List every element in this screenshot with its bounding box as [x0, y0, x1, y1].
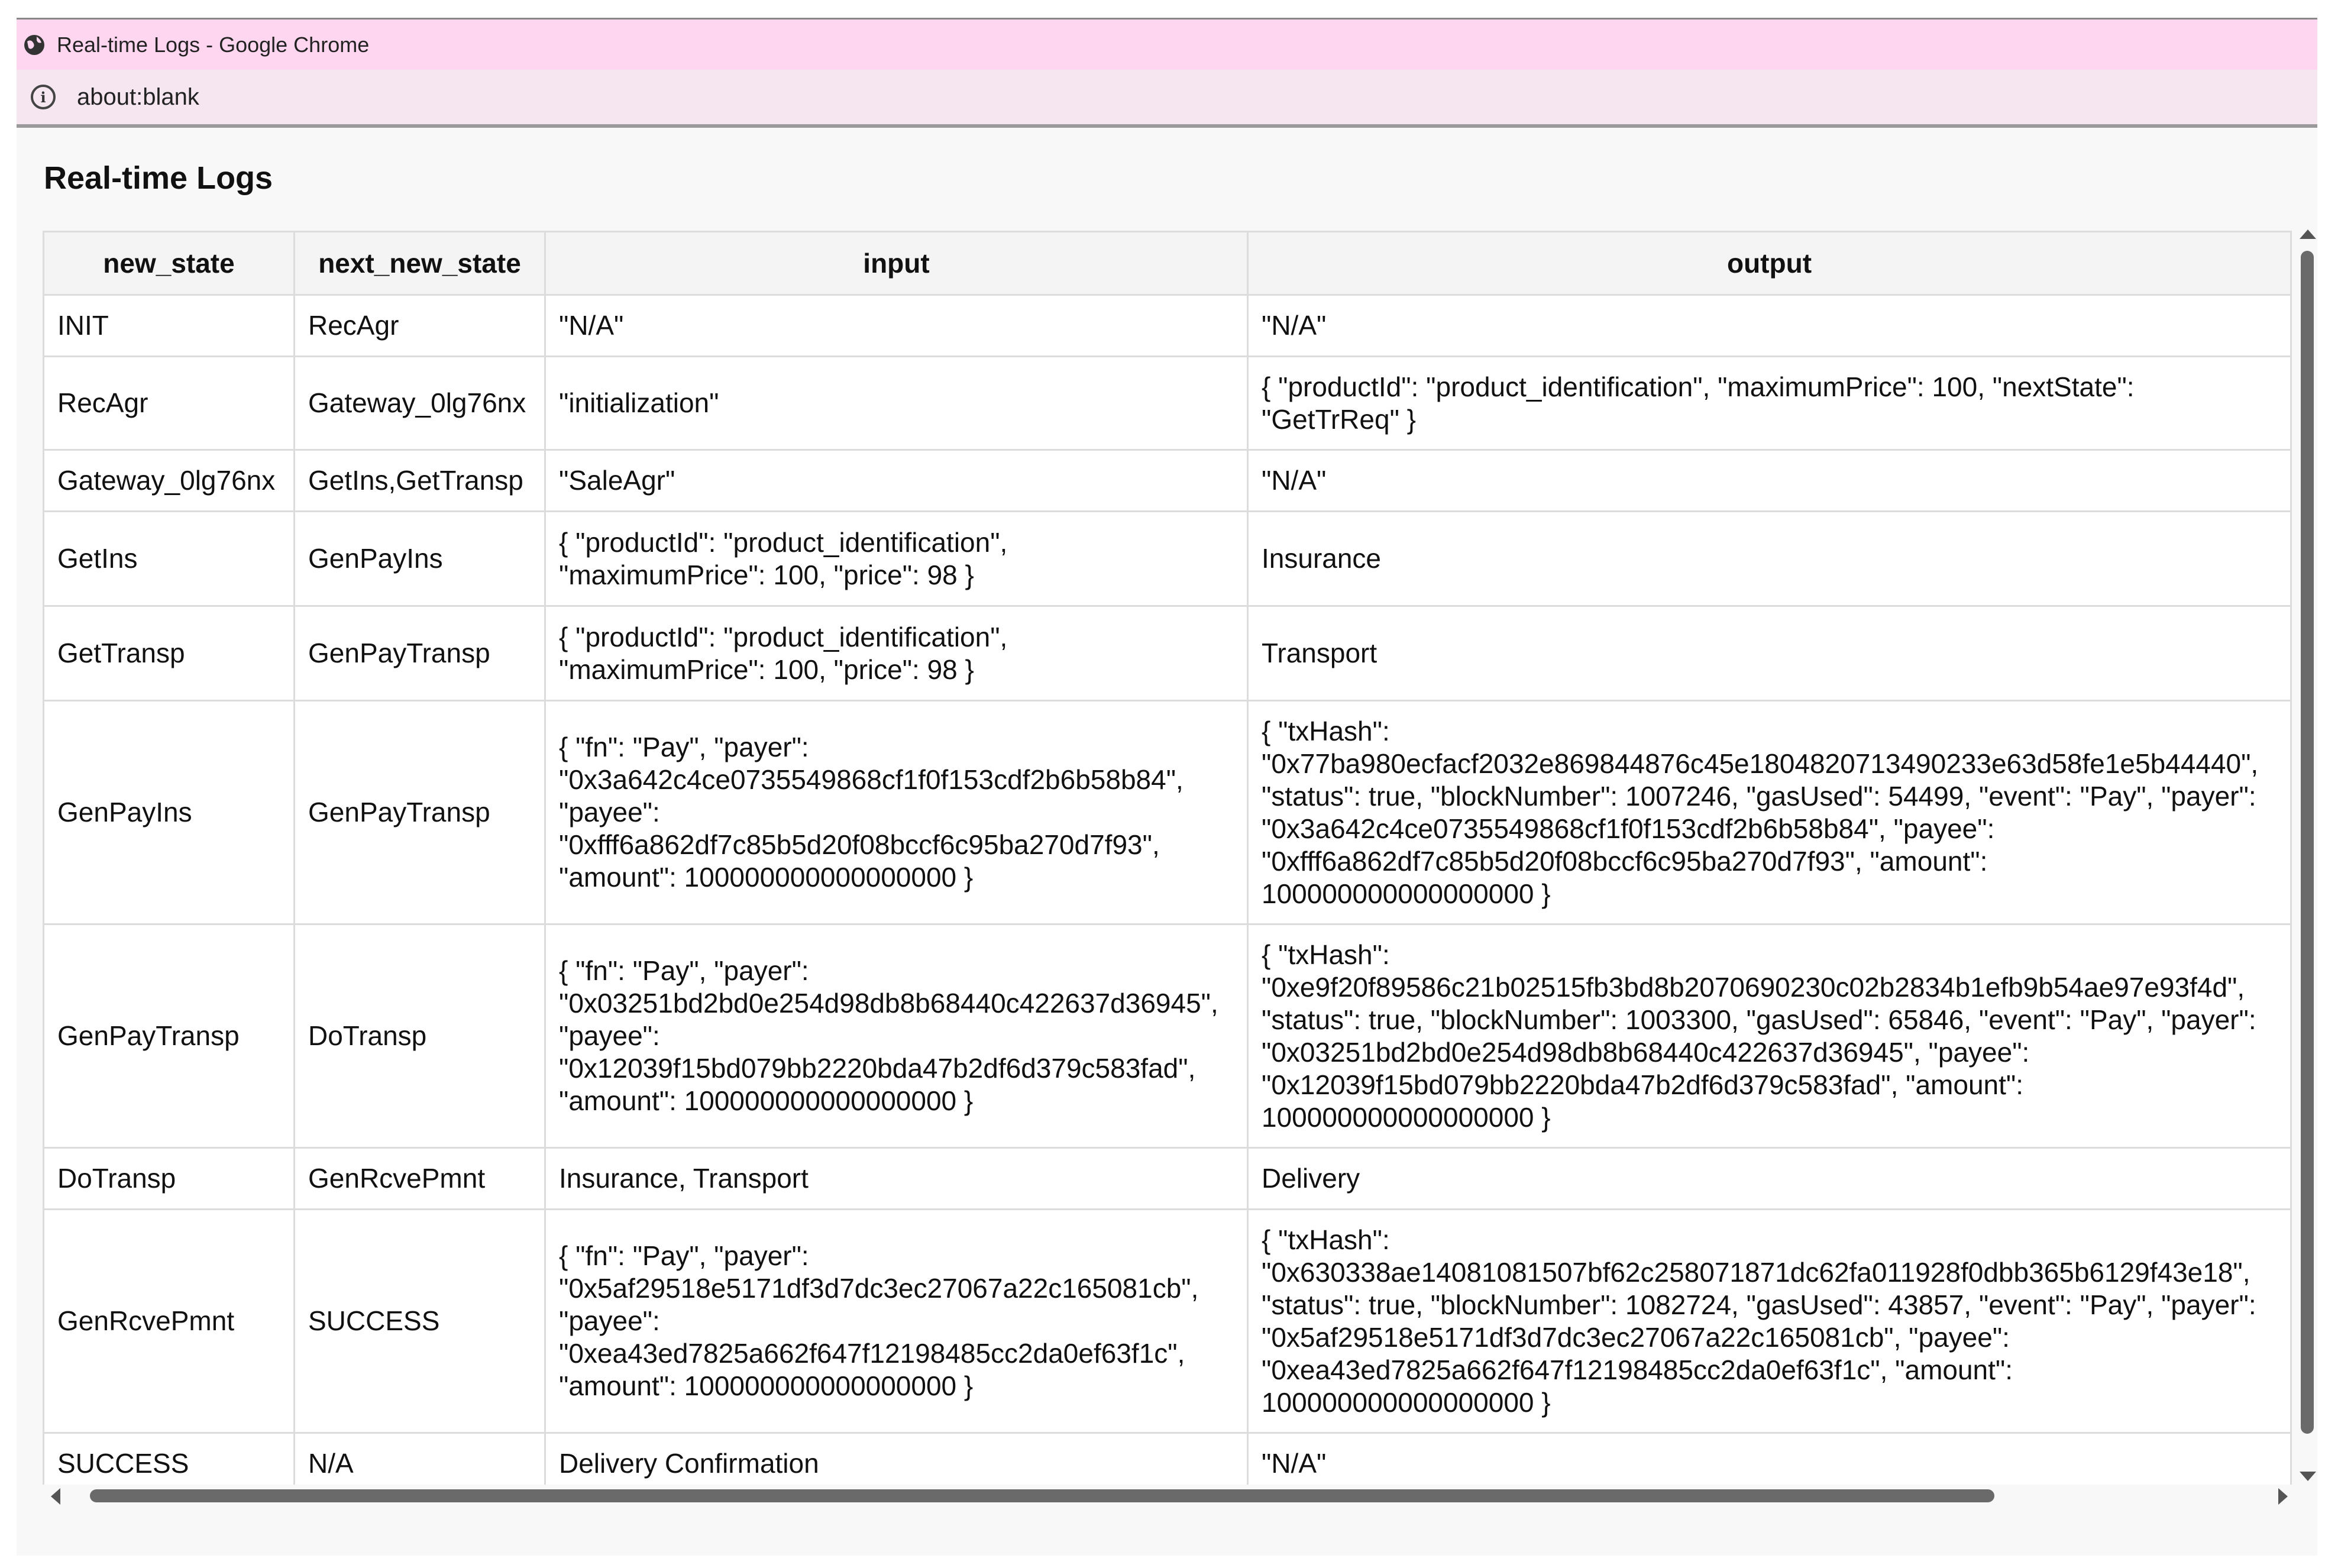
- cell-output: "N/A": [1248, 295, 2291, 357]
- table-row: [44, 1148, 2291, 1210]
- cell-input: Insurance, Transport: [545, 1148, 1248, 1210]
- cell-output: Insurance: [1248, 512, 2291, 606]
- scroll-right-arrow-icon[interactable]: [2278, 1488, 2288, 1505]
- column-header-next-new-state: next_new_state: [295, 232, 545, 295]
- url-text[interactable]: about:blank: [77, 83, 199, 110]
- chrome-globe-icon: [22, 33, 46, 57]
- cell-input: Delivery Confirmation: [545, 1433, 1248, 1485]
- cell-next-new-state: GenPayIns: [295, 512, 545, 606]
- cell-next-new-state: GenPayTransp: [295, 701, 545, 924]
- site-info-icon[interactable]: i: [31, 85, 56, 109]
- column-header-new-state: new_state: [44, 232, 295, 295]
- table-row: [44, 924, 2291, 1148]
- cell-input: { "productId": "product_identification", "maximumPrice": 100, "price": 98 }: [545, 512, 1248, 606]
- scroll-down-arrow-icon[interactable]: [2300, 1472, 2316, 1481]
- cell-input: { "fn": "Pay", "payer": "0x5af29518e5171df3d7dc3ec27067a22c165081cb", "payee": "0xea43ed7825a662f647f12198485cc2da0ef63f1c", "amount": 100000000000000000 }: [545, 1210, 1248, 1433]
- cell-output: Transport: [1248, 606, 2291, 701]
- table-row: [44, 512, 2291, 606]
- cell-new-state: GetTransp: [44, 606, 295, 701]
- horizontal-scroll-thumb[interactable]: [90, 1489, 1994, 1502]
- page-title: Real-time Logs: [44, 160, 273, 196]
- cell-output: { "txHash": "0x630338ae14081081507bf62c258071871dc62fa011928f0dbb365b6129f43e18", "status": true, "blockNumber": 1082724, "gasUsed": 43857, "event": "Pay", "payer": "0x5af29518e5171df3d7dc3ec27067a22c165081cb", "payee": "0xea43ed7825a662f647f12198485cc2da0ef63f1c", "amount": 100000000000000000 }: [1248, 1210, 2291, 1433]
- column-header-input: input: [545, 232, 1248, 295]
- browser-window: [17, 18, 2317, 1556]
- cell-new-state: RecAgr: [44, 357, 295, 450]
- cell-new-state: SUCCESS: [44, 1433, 295, 1485]
- vertical-scroll-thumb[interactable]: [2301, 251, 2314, 1434]
- table-row: [44, 357, 2291, 450]
- cell-next-new-state: GenRcvePmnt: [295, 1148, 545, 1210]
- cell-input: "SaleAgr": [545, 450, 1248, 512]
- table-row: [44, 450, 2291, 512]
- cell-output: { "productId": "product_identification", "maximumPrice": 100, "nextState": "GetTrReq" }: [1248, 357, 2291, 450]
- cell-output: Delivery: [1248, 1148, 2291, 1210]
- table-header-row: [44, 232, 2291, 295]
- cell-next-new-state: SUCCESS: [295, 1210, 545, 1433]
- cell-new-state: GenPayIns: [44, 701, 295, 924]
- cell-next-new-state: GetIns,GetTransp: [295, 450, 545, 512]
- cell-next-new-state: DoTransp: [295, 924, 545, 1148]
- horizontal-scrollbar[interactable]: [43, 1485, 2297, 1508]
- cell-new-state: GenPayTransp: [44, 924, 295, 1148]
- cell-new-state: INIT: [44, 295, 295, 357]
- column-header-output: output: [1248, 232, 2291, 295]
- table-row: [44, 701, 2291, 924]
- cell-output: "N/A": [1248, 450, 2291, 512]
- cell-new-state: GenRcvePmnt: [44, 1210, 295, 1433]
- window-title: Real-time Logs - Google Chrome: [57, 32, 370, 57]
- cell-new-state: DoTransp: [44, 1148, 295, 1210]
- cell-output: "N/A": [1248, 1433, 2291, 1485]
- cell-next-new-state: RecAgr: [295, 295, 545, 357]
- table-row: [44, 1210, 2291, 1433]
- table-row: [44, 295, 2291, 357]
- cell-input: "initialization": [545, 357, 1248, 450]
- cell-next-new-state: GenPayTransp: [295, 606, 545, 701]
- scroll-left-arrow-icon[interactable]: [51, 1488, 60, 1505]
- address-bar[interactable]: [17, 70, 2317, 128]
- cell-input: { "fn": "Pay", "payer": "0x03251bd2bd0e254d98db8b68440c422637d36945", "payee": "0x12039f15bd079bb2220bda47b2df6d379c583fad", "amount": 100000000000000000 }: [545, 924, 1248, 1148]
- table-row: [44, 606, 2291, 701]
- cell-output: { "txHash": "0x77ba980ecfacf2032e869844876c45e1804820713490233e63d58fe1e5b44440", "status": true, "blockNumber": 1007246, "gasUsed": 54499, "event": "Pay", "payer": "0x3a642c4ce0735549868cf1f0f153cdf2b6b58b84", "payee": "0xfff6a862df7c85b5d20f08bccf6c95ba270d7f93", "amount": 100000000000000000 }: [1248, 701, 2291, 924]
- scroll-up-arrow-icon[interactable]: [2300, 229, 2316, 239]
- cell-next-new-state: Gateway_0lg76nx: [295, 357, 545, 450]
- cell-input: "N/A": [545, 295, 1248, 357]
- vertical-scrollbar[interactable]: [2298, 229, 2317, 1489]
- logs-table: [43, 231, 2292, 1485]
- cell-input: { "productId": "product_identification", "maximumPrice": 100, "price": 98 }: [545, 606, 1248, 701]
- cell-next-new-state: N/A: [295, 1433, 545, 1485]
- cell-new-state: Gateway_0lg76nx: [44, 450, 295, 512]
- title-bar: [17, 18, 2317, 70]
- cell-output: { "txHash": "0xe9f20f89586c21b02515fb3bd8b2070690230c02b2834b1efb9b54ae97e93f4d", "status": true, "blockNumber": 1003300, "gasUsed": 65846, "event": "Pay", "payer": "0x03251bd2bd0e254d98db8b68440c422637d36945", "payee": "0x12039f15bd079bb2220bda47b2df6d379c583fad", "amount": 100000000000000000 }: [1248, 924, 2291, 1148]
- logs-table-container[interactable]: [43, 231, 2296, 1485]
- cell-new-state: GetIns: [44, 512, 295, 606]
- table-row: [44, 1433, 2291, 1485]
- cell-input: { "fn": "Pay", "payer": "0x3a642c4ce0735549868cf1f0f153cdf2b6b58b84", "payee": "0xfff6a862df7c85b5d20f08bccf6c95ba270d7f93", "amount": 100000000000000000 }: [545, 701, 1248, 924]
